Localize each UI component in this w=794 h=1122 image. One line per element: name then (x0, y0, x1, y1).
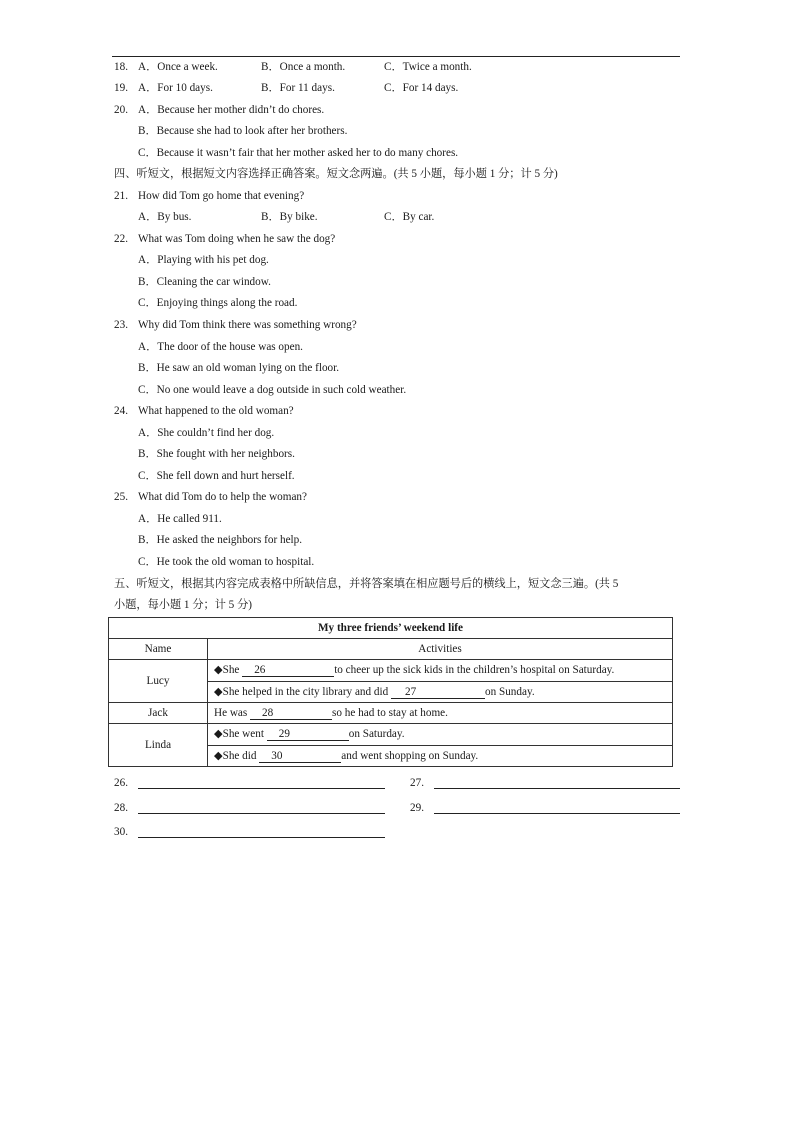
question-number: 21. (114, 190, 128, 202)
linda-activity-2 (208, 745, 673, 767)
option-c: C．By car. (384, 211, 435, 223)
text: ◆She (214, 664, 243, 677)
answer-line-29[interactable] (434, 813, 680, 814)
option-a: A．By bus. (138, 211, 192, 223)
question-number: 23. (114, 319, 128, 331)
option-b: B．Because she had to look after her brothers. (138, 125, 348, 137)
option-b: B．By bike. (261, 211, 318, 223)
text: ◆She helped in the city library and did (214, 685, 391, 698)
text: on Sunday. (485, 685, 535, 698)
text: ◆She did (214, 749, 260, 762)
text: so he had to stay at home. (332, 707, 448, 719)
option-a: A．Playing with his pet dog. (138, 254, 269, 266)
text: He was (214, 707, 251, 719)
answer-label-29: 29. (410, 802, 424, 814)
question-text: How did Tom go home that evening? (138, 190, 305, 202)
option-b: B．For 11 days. (261, 82, 335, 94)
option-b: B．He asked the neighbors for help. (138, 534, 303, 546)
name-lucy: Lucy (109, 660, 208, 703)
question-text: What did Tom do to help the woman? (138, 491, 307, 503)
answer-label-28: 28. (114, 802, 128, 814)
option-a: A．Because her mother didn’t do chores. (138, 104, 325, 116)
text: ◆She went (214, 728, 267, 741)
option-c: C．She fell down and hurt herself. (138, 470, 295, 482)
answer-line-26[interactable] (138, 788, 385, 789)
answer-label-26: 26. (114, 777, 128, 789)
section-5-heading-line2: 小题，每小题 1 分；计 5 分) (114, 599, 252, 611)
option-a: A．She couldn’t find her dog. (138, 427, 275, 439)
question-number: 25. (114, 491, 128, 503)
text: on Saturday. (348, 728, 405, 741)
answer-line-27[interactable] (434, 788, 680, 789)
blank-30: 30 (259, 750, 341, 763)
question-number: 24. (114, 405, 128, 417)
option-c: C．No one would leave a dog outside in such cold weather. (138, 384, 407, 396)
name-linda: Linda (109, 724, 208, 767)
blank-26: 26 (242, 664, 334, 677)
lucy-activity-2 (208, 681, 673, 703)
option-a: A．He called 911. (138, 513, 222, 525)
answer-label-30: 30. (114, 826, 128, 838)
option-a: A．The door of the house was open. (138, 341, 303, 353)
header-name: Name (109, 639, 208, 660)
table-title: My three friends’ weekend life (109, 618, 673, 639)
header-activities: Activities (208, 639, 673, 660)
blank-27: 27 (391, 686, 485, 699)
question-number: 20. (114, 104, 128, 116)
name-jack: Jack (109, 703, 208, 724)
option-a: A．For 10 days. (138, 82, 213, 94)
linda-activity-1 (208, 724, 673, 746)
lucy-activity-1 (208, 660, 673, 682)
option-c: C．Because it wasn’t fair that her mother asked her to do many chores. (138, 147, 459, 159)
answer-label-27: 27. (410, 777, 424, 789)
section-4-heading: 四、听短文，根据短文内容选择正确答案。短文念两遍。(共 5 小题，每小题 1 分；计 5 分) (114, 168, 558, 180)
blank-28: 28 (250, 707, 332, 720)
text: to cheer up the sick kids in the children’s hospital on Saturday. (334, 664, 615, 677)
weekend-life-table (108, 617, 673, 767)
option-c: C．For 14 days. (384, 82, 459, 94)
option-c: C．Twice a month. (384, 61, 472, 73)
option-a: A．Once a week. (138, 61, 218, 73)
question-text: What was Tom doing when he saw the dog? (138, 233, 336, 245)
jack-activity (208, 703, 673, 724)
question-number: 19. (114, 82, 128, 94)
answer-line-30[interactable] (138, 837, 385, 838)
question-text: Why did Tom think there was something wrong? (138, 319, 357, 331)
option-c: C．He took the old woman to hospital. (138, 556, 315, 568)
question-number: 18. (114, 61, 128, 73)
question-text: What happened to the old woman? (138, 405, 294, 417)
option-b: B．Cleaning the car window. (138, 276, 271, 288)
top-rule (112, 56, 680, 57)
blank-29: 29 (267, 728, 349, 741)
section-5-heading-line1: 五、听短文，根据其内容完成表格中所缺信息，并将答案填在相应题号后的横线上，短文念三遍。(共 5 (114, 578, 619, 590)
question-number: 22. (114, 233, 128, 245)
option-b: B．She fought with her neighbors. (138, 448, 295, 460)
option-c: C．Enjoying things along the road. (138, 297, 298, 309)
option-b: B．He saw an old woman lying on the floor. (138, 362, 340, 374)
text: and went shopping on Sunday. (341, 749, 479, 762)
option-b: B．Once a month. (261, 61, 346, 73)
answer-line-28[interactable] (138, 813, 385, 814)
